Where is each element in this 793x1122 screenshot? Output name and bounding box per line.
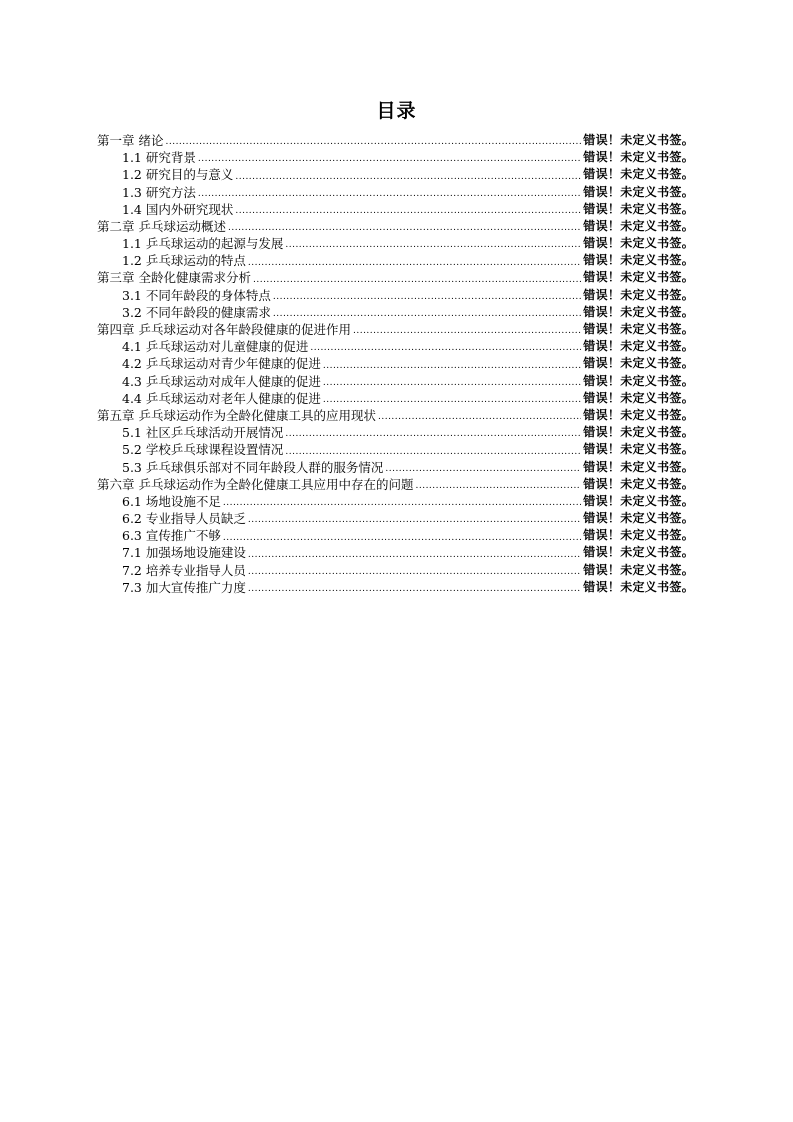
toc-section-entry[interactable]	[97, 441, 694, 458]
dot-leader	[223, 496, 581, 510]
toc-entry-title: 第二章 乒乓球运动概述	[97, 218, 226, 234]
dot-leader	[248, 256, 581, 270]
dot-leader	[198, 187, 581, 201]
toc-page-reference: 错误！未定义书签。	[583, 167, 694, 182]
toc-section-entry[interactable]	[97, 201, 694, 218]
toc-section-entry[interactable]	[97, 562, 694, 579]
toc-title: 目录	[376, 100, 417, 122]
toc-section-entry[interactable]	[97, 424, 694, 441]
dot-leader	[285, 427, 581, 441]
dot-leader	[248, 548, 581, 562]
toc-page-reference: 错误！未定义书签。	[583, 339, 694, 354]
toc-chapter-entry[interactable]	[97, 132, 694, 149]
toc-page-reference: 错误！未定义书签。	[583, 442, 694, 457]
toc-entry-title: 7.2 培养专业指导人员	[122, 562, 246, 578]
toc-entry-title: 1.2 研究目的与意义	[122, 167, 234, 183]
table-of-contents	[97, 132, 694, 596]
toc-entry-title: 4.3 乒乓球运动对成年人健康的促进	[122, 373, 321, 389]
dot-leader	[248, 565, 581, 579]
toc-chapter-entry[interactable]	[97, 407, 694, 424]
dot-leader	[253, 273, 581, 287]
toc-entry-title: 6.2 专业指导人员缺乏	[122, 511, 246, 527]
toc-entry-title: 第六章 乒乓球运动作为全龄化健康工具应用中存在的问题	[97, 476, 414, 492]
toc-section-entry[interactable]	[97, 287, 694, 304]
toc-page-reference: 错误！未定义书签。	[583, 184, 694, 199]
toc-page-reference: 错误！未定义书签。	[583, 562, 694, 577]
toc-chapter-entry[interactable]	[97, 218, 694, 235]
toc-page-reference: 错误！未定义书签。	[583, 390, 694, 405]
toc-entry-title: 7.3 加大宣传推广力度	[122, 579, 246, 595]
toc-section-entry[interactable]	[97, 390, 694, 407]
toc-page-reference: 错误！未定义书签。	[583, 287, 694, 302]
toc-entry-title: 3.2 不同年龄段的健康需求	[122, 304, 271, 320]
toc-entry-title: 4.2 乒乓球运动对青少年健康的促进	[122, 356, 321, 372]
toc-chapter-entry[interactable]	[97, 476, 694, 493]
dot-leader	[273, 307, 581, 321]
toc-section-entry[interactable]	[97, 493, 694, 510]
toc-entry-title: 第五章 乒乓球运动作为全龄化健康工具的应用现状	[97, 407, 376, 423]
toc-section-entry[interactable]	[97, 545, 694, 562]
toc-page-reference: 错误！未定义书签。	[583, 150, 694, 165]
dot-leader	[353, 324, 581, 338]
toc-chapter-entry[interactable]	[97, 321, 694, 338]
toc-page-reference: 错误！未定义书签。	[583, 236, 694, 251]
toc-entry-title: 5.3 乒乓球俱乐部对不同年龄段人群的服务情况	[122, 459, 384, 475]
toc-entry-title: 7.1 加强场地设施建设	[122, 545, 246, 561]
toc-page-reference: 错误！未定义书签。	[583, 132, 694, 147]
toc-page-reference: 错误！未定义书签。	[583, 493, 694, 508]
dot-leader	[235, 204, 581, 218]
toc-page-reference: 错误！未定义书签。	[583, 407, 694, 422]
dot-leader	[198, 152, 581, 166]
dot-leader	[378, 410, 581, 424]
toc-entry-title: 4.1 乒乓球运动对儿童健康的促进	[122, 339, 309, 355]
toc-page-reference: 错误！未定义书签。	[583, 476, 694, 491]
toc-entry-title: 5.2 学校乒乓球课程设置情况	[122, 442, 284, 458]
toc-page-reference: 错误！未定义书签。	[583, 356, 694, 371]
dot-leader	[235, 170, 581, 184]
toc-section-entry[interactable]	[97, 510, 694, 527]
toc-page-reference: 错误！未定义书签。	[583, 322, 694, 337]
toc-entry-title: 4.4 乒乓球运动对老年人健康的促进	[122, 390, 321, 406]
dot-leader	[323, 393, 581, 407]
toc-entry-title: 3.1 不同年龄段的身体特点	[122, 287, 271, 303]
toc-page-reference: 错误！未定义书签。	[583, 304, 694, 319]
toc-entry-title: 1.4 国内外研究现状	[122, 201, 234, 217]
dot-leader	[248, 513, 581, 527]
toc-entry-title: 6.3 宣传推广不够	[122, 528, 221, 544]
toc-entry-title: 第三章 全龄化健康需求分析	[97, 270, 251, 286]
toc-section-entry[interactable]	[97, 235, 694, 252]
toc-entry-title: 5.1 社区乒乓球活动开展情况	[122, 425, 284, 441]
toc-entry-title: 6.1 场地设施不足	[122, 493, 221, 509]
toc-chapter-entry[interactable]	[97, 270, 694, 287]
dot-leader	[323, 376, 581, 390]
toc-entry-title: 第一章 绪论	[97, 132, 164, 148]
toc-page-reference: 错误！未定义书签。	[583, 425, 694, 440]
dot-leader	[273, 290, 581, 304]
dot-leader	[323, 359, 581, 373]
toc-section-entry[interactable]	[97, 373, 694, 390]
toc-section-entry[interactable]	[97, 304, 694, 321]
toc-section-entry[interactable]	[97, 184, 694, 201]
dot-leader	[285, 238, 581, 252]
toc-page-reference: 错误！未定义书签。	[583, 545, 694, 560]
dot-leader	[285, 445, 581, 459]
toc-section-entry[interactable]	[97, 338, 694, 355]
toc-section-entry[interactable]	[97, 355, 694, 372]
toc-page-reference: 错误！未定义书签。	[583, 459, 694, 474]
toc-section-entry[interactable]	[97, 527, 694, 544]
toc-entry-title: 1.1 研究背景	[122, 150, 196, 166]
toc-page-reference: 错误！未定义书签。	[583, 511, 694, 526]
toc-page-reference: 错误！未定义书签。	[583, 253, 694, 268]
dot-leader	[165, 135, 581, 149]
toc-page-reference: 错误！未定义书签。	[583, 579, 694, 594]
dot-leader	[415, 479, 581, 493]
toc-section-entry[interactable]	[97, 149, 694, 166]
toc-section-entry[interactable]	[97, 252, 694, 269]
dot-leader	[385, 462, 581, 476]
toc-page-reference: 错误！未定义书签。	[583, 528, 694, 543]
toc-entry-title: 1.2 乒乓球运动的特点	[122, 253, 246, 269]
toc-page-reference: 错误！未定义书签。	[583, 373, 694, 388]
dot-leader	[310, 341, 581, 355]
dot-leader	[223, 531, 581, 545]
toc-section-entry[interactable]	[97, 459, 694, 476]
dot-leader	[228, 221, 581, 235]
toc-section-entry[interactable]	[97, 579, 694, 596]
dot-leader	[248, 582, 581, 596]
toc-entry-title: 1.3 研究方法	[122, 184, 196, 200]
toc-entry-title: 1.1 乒乓球运动的起源与发展	[122, 236, 284, 252]
toc-page-reference: 错误！未定义书签。	[583, 201, 694, 216]
toc-page-reference: 错误！未定义书签。	[583, 270, 694, 285]
toc-section-entry[interactable]	[97, 166, 694, 183]
toc-entry-title: 第四章 乒乓球运动对各年龄段健康的促进作用	[97, 322, 351, 338]
toc-page-reference: 错误！未定义书签。	[583, 218, 694, 233]
